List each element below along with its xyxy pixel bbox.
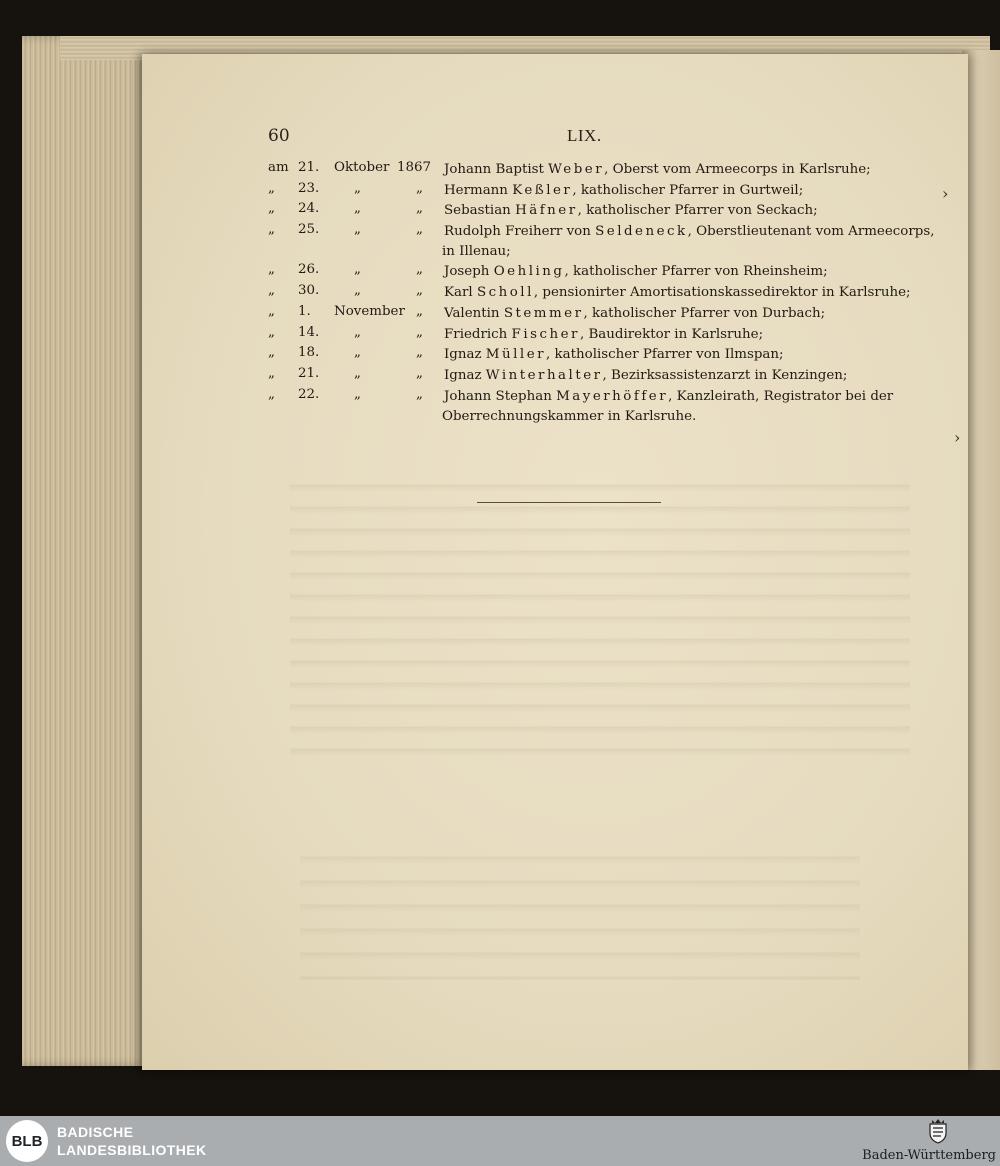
obituary-entry: [268, 201, 908, 223]
entry-given-name: Johann Stephan: [444, 389, 552, 404]
entry-prefix: am: [268, 160, 289, 175]
entry-prefix: „: [268, 345, 275, 360]
entry-prefix: „: [268, 283, 275, 298]
entry-day: 25.: [298, 222, 320, 237]
entry-year: „: [416, 366, 423, 381]
entry-month: „: [354, 201, 361, 216]
entry-prefix: „: [268, 325, 275, 340]
entry-day: 21.: [298, 366, 320, 381]
entry-given-name: Friedrich: [444, 327, 508, 342]
entry-year: „: [416, 325, 423, 340]
margin-mark-icon: ›: [954, 428, 961, 447]
entry-day: 1.: [298, 304, 311, 319]
entry-name: [444, 283, 911, 303]
entry-month: „: [354, 181, 361, 196]
entry-description: , Bezirksassistenzarzt in Kenzingen;: [602, 368, 848, 383]
entry-description: , Oberst vom Armeecorps in Karlsruhe;: [604, 162, 871, 177]
entry-name: [444, 262, 908, 282]
section-number: LIX.: [567, 126, 602, 145]
entry-surname: Seldeneck: [595, 224, 688, 239]
entry-month: „: [354, 387, 361, 402]
entry-surname: Keßler: [512, 183, 573, 198]
entry-name: [444, 366, 908, 386]
entry-prefix: „: [268, 201, 275, 216]
library-name[interactable]: [57, 1123, 207, 1159]
entry-given-name: Rudolph Freiherr von: [444, 224, 591, 239]
entry-prefix: „: [268, 387, 275, 402]
entry-year: „: [416, 283, 423, 298]
bleed-through-shadow-lower: [300, 840, 860, 980]
entry-day: 18.: [298, 345, 320, 360]
section-divider: [477, 502, 661, 503]
entry-continuation: Oberrechnungskammer in Karlsruhe.: [442, 409, 697, 424]
obituary-entry: [268, 304, 908, 326]
entry-given-name: Valentin: [444, 306, 500, 321]
entry-day: 14.: [298, 325, 320, 340]
page-edges: [22, 36, 152, 1066]
entry-given-name: Ignaz: [444, 368, 482, 383]
entry-surname: Häfner: [515, 203, 578, 218]
entry-name: [444, 325, 908, 345]
entry-surname: Stemmer: [503, 306, 584, 321]
entry-year: „: [416, 201, 423, 216]
entry-surname: Mayerhöffer: [556, 389, 669, 404]
entry-description: , katholischer Pfarrer in Gurtweil;: [572, 183, 804, 198]
entry-prefix: „: [268, 262, 275, 277]
entry-description: , katholischer Pfarrer von Seckach;: [577, 203, 818, 218]
entry-description: , Baudirektor in Karlsruhe;: [579, 327, 764, 342]
obituary-entry: [268, 366, 908, 388]
entry-day: 26.: [298, 262, 320, 277]
entry-day: 22.: [298, 387, 320, 402]
entry-given-name: Karl: [444, 285, 473, 300]
viewer-footer-bar: [0, 1116, 1000, 1166]
page-number: 60: [268, 126, 290, 146]
entry-name: [444, 345, 908, 365]
margin-mark-icon: ›: [942, 184, 949, 203]
entry-year: „: [416, 222, 423, 237]
entry-surname: Müller: [485, 347, 547, 362]
entry-given-name: Hermann: [444, 183, 508, 198]
entry-day: 30.: [298, 283, 320, 298]
obituary-entry: [268, 160, 908, 182]
entry-description: , Oberstlieutenant vom Armeecorps,: [687, 224, 935, 239]
entry-year: „: [416, 181, 423, 196]
obituary-entry: [268, 181, 908, 203]
entry-description: , katholischer Pfarrer von Rheinsheim;: [564, 264, 828, 279]
obituary-entry: [268, 283, 911, 305]
entry-prefix: „: [268, 304, 275, 319]
entry-month: „: [354, 325, 361, 340]
entry-continuation: in Illenau;: [442, 244, 511, 259]
entry-given-name: Joseph: [444, 264, 490, 279]
entry-surname: Oehling: [493, 264, 565, 279]
entry-description: , katholischer Pfarrer von Durbach;: [583, 306, 826, 321]
entry-year: „: [416, 387, 423, 402]
entry-description: , pensionirter Amortisationskassedirektor in Karlsruhe;: [533, 285, 911, 300]
entry-name: [444, 160, 908, 180]
entry-month: Oktober: [334, 160, 390, 175]
entry-year: „: [416, 345, 423, 360]
entry-description: , Kanzleirath, Registrator bei der: [668, 389, 894, 404]
obituary-entry: [268, 262, 908, 284]
entry-surname: Winterhalter: [485, 368, 603, 383]
entry-month: „: [354, 283, 361, 298]
entry-name: [444, 387, 908, 407]
entry-month: „: [354, 222, 361, 237]
entry-surname: Scholl: [476, 285, 534, 300]
bleed-through-shadow: [290, 470, 910, 770]
entry-year: 1867: [397, 160, 432, 175]
entry-given-name: Sebastian: [444, 203, 511, 218]
entry-given-name: Ignaz: [444, 347, 482, 362]
entry-day: 23.: [298, 181, 320, 196]
entry-prefix: „: [268, 181, 275, 196]
entry-prefix: „: [268, 222, 275, 237]
entry-description: , katholischer Pfarrer von Ilmspan;: [546, 347, 784, 362]
state-label: Baden-Württemberg: [862, 1148, 996, 1163]
entry-month: November: [334, 304, 405, 319]
entry-name: [444, 201, 908, 221]
obituary-entry: [268, 345, 908, 367]
entry-given-name: Johann Baptist: [444, 162, 544, 177]
entry-day: 21.: [298, 160, 320, 175]
entry-month: „: [354, 366, 361, 381]
library-name-line2: LANDESBIBLIOTHEK: [57, 1142, 207, 1158]
obituary-entry: [268, 387, 908, 429]
entry-month: „: [354, 345, 361, 360]
entry-month: „: [354, 262, 361, 277]
entry-year: „: [416, 304, 423, 319]
entry-name: [444, 222, 935, 242]
entry-prefix: „: [268, 366, 275, 381]
entry-surname: Fischer: [511, 327, 580, 342]
entry-year: „: [416, 262, 423, 277]
entry-name: [444, 304, 908, 324]
entry-day: 24.: [298, 201, 320, 216]
blb-logo[interactable]: BLB: [6, 1120, 48, 1162]
entry-surname: Weber: [548, 162, 605, 177]
library-name-line1: BADISCHE: [57, 1124, 134, 1140]
obituary-entry: [268, 325, 908, 347]
entry-name: [444, 181, 908, 201]
obituary-entry: [268, 222, 935, 264]
coat-of-arms-icon: [927, 1118, 949, 1144]
